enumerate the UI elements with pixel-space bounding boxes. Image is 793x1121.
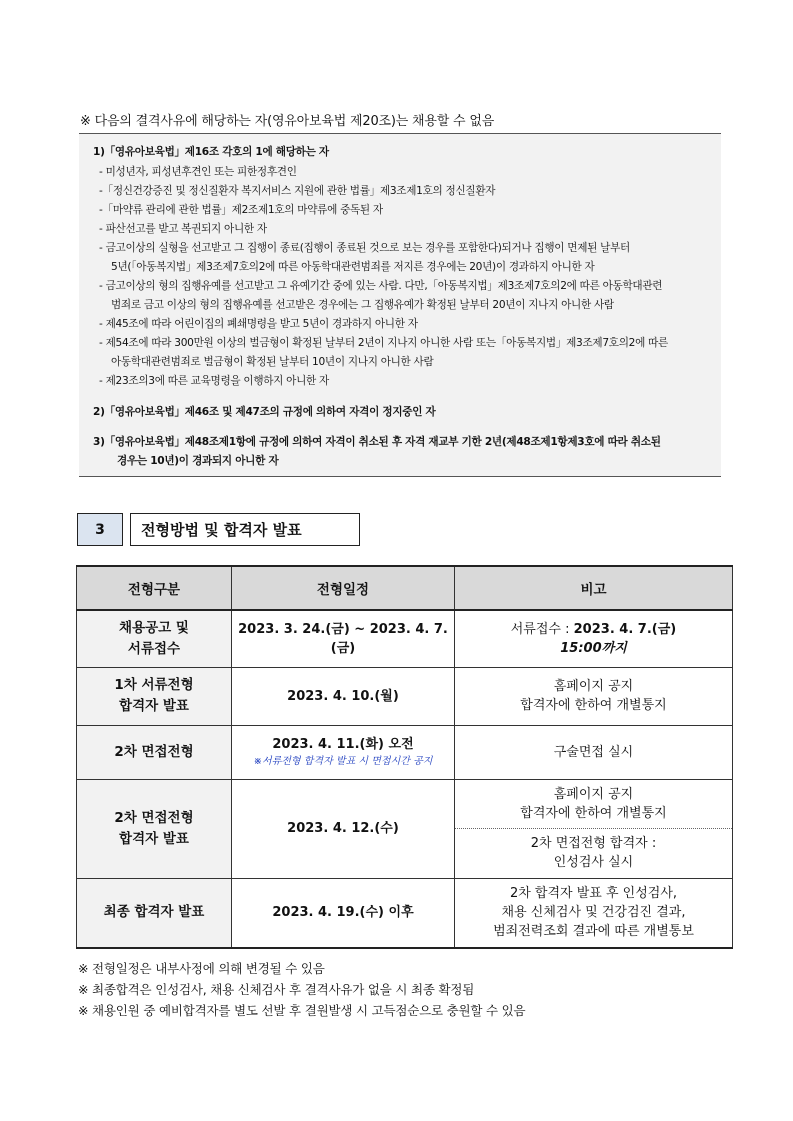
table-row bbox=[77, 779, 733, 828]
item2-text: 2)「영유아보육법」제46조 및 제47조의 규정에 의하여 자격이 정지중인 자 bbox=[93, 406, 436, 418]
table-header-row bbox=[77, 566, 733, 610]
item1-line: - 미성년자, 피성년후견인 또는 피한정후견인 bbox=[99, 166, 297, 178]
row4-remarks-line2: 합격자에 한하여 개별통지 bbox=[520, 805, 667, 821]
row3-category: 2차 면접전형 bbox=[77, 725, 232, 779]
item1-line: - 금고이상의 형의 집행유예를 선고받고 그 유예기간 중에 있는 사람. 다만,「아동복지법」제3조제7호의2에 따른 아동학대관련 bbox=[99, 280, 663, 292]
row1-remarks-prefix: 서류접수 : bbox=[510, 621, 574, 637]
item1-line: 5년(「아동복지법」제3조제7호의2에 따른 아동학대관련범죄를 저지른 경우에는 20년)이 경과하지 아니한 자 bbox=[111, 261, 595, 273]
item1-line: - 금고이상의 실형을 선고받고 그 집행이 종료(집행이 종료된 것으로 보는 경우를 포함한다)되거나 집행이 면제된 날부터 bbox=[99, 242, 630, 254]
row2-remarks-line1: 홈페이지 공지 bbox=[553, 679, 634, 694]
disqualification-box bbox=[79, 133, 721, 477]
item1-line: 범죄로 금고 이상의 형의 집행유예를 선고받은 경우에는 그 집행유예가 확정된 날부터 20년이 지나지 아니한 사람 bbox=[111, 299, 614, 311]
item3-line1: 3)「영유아보육법」제48조제1항에 규정에 의하여 자격이 취소된 후 자격 재교부 기한 2년(제48조제1항제3호에 따라 취소된 bbox=[93, 436, 661, 448]
row4-remarks-line4: 인성검사 실시 bbox=[553, 855, 634, 870]
row2-category-line1: 1차 서류전형 bbox=[114, 677, 194, 693]
row4-remarks-line1: 홈페이지 공지 bbox=[553, 786, 634, 802]
row2-date: 2023. 4. 10.(월) bbox=[232, 667, 455, 725]
row1-remarks bbox=[455, 610, 733, 667]
schedule-table bbox=[76, 565, 733, 949]
item3-line2: 경우는 10년)이 경과되지 아니한 자 bbox=[117, 455, 279, 467]
row4-remarks-bottom bbox=[455, 828, 733, 878]
row1-date: 2023. 3. 24.(금) ~ 2023. 4. 7.(금) bbox=[232, 610, 455, 667]
section-number: 3 bbox=[77, 513, 123, 546]
row2-category-line2: 합격자 발표 bbox=[119, 698, 189, 714]
table-row bbox=[77, 878, 733, 948]
row4-category-line2: 합격자 발표 bbox=[119, 830, 189, 847]
footnote: ※ 최종합격은 인성검사, 채용 신체검사 후 결격사유가 없을 시 최종 확정됨 bbox=[78, 982, 475, 997]
table-row bbox=[77, 667, 733, 725]
item1-line: - 제23조의3에 따른 교육명령을 이행하지 아니한 자 bbox=[99, 375, 329, 387]
table-row bbox=[77, 725, 733, 779]
row5-remarks bbox=[455, 878, 733, 948]
item1-line: -「마약류 관리에 관한 법률」제2조제1호의 마약류에 중독된 자 bbox=[99, 204, 383, 216]
row3-remarks: 구술면접 실시 bbox=[455, 725, 733, 779]
row3-date-text: 2023. 4. 11.(화) 오전 bbox=[272, 737, 414, 752]
row4-remarks-line3: 2차 면접전형 합격자 : bbox=[530, 836, 657, 851]
row4-category-line1: 2차 면접전형 bbox=[114, 809, 194, 826]
row2-remarks-line2: 합격자에 한하여 개별통지 bbox=[520, 698, 667, 713]
header-remarks: 비고 bbox=[455, 566, 733, 610]
footnote: ※ 전형일정은 내부사정에 의해 변경될 수 있음 bbox=[78, 961, 325, 976]
item1-line: - 제45조에 따라 어린이집의 폐쇄명령을 받고 5년이 경과하지 아니한 자 bbox=[99, 318, 418, 330]
table-row bbox=[77, 610, 733, 667]
row2-category bbox=[77, 667, 232, 725]
row5-date: 2023. 4. 19.(수) 이후 bbox=[232, 878, 455, 948]
item1-line: - 제54조에 따라 300만원 이상의 벌금형이 확정된 날부터 2년이 지나지 아니한 사람 또는「아동복지법」제3조제7호의2에 따른 bbox=[99, 337, 668, 349]
row1-remarks-time: 15:00까지 bbox=[560, 640, 627, 656]
row4-date: 2023. 4. 12.(수) bbox=[232, 779, 455, 878]
header-schedule: 전형일정 bbox=[232, 566, 455, 610]
item1-line: 아동학대관련범죄로 벌금형이 확정된 날부터 10년이 지나지 아니한 사람 bbox=[111, 356, 434, 368]
row5-remarks-line1: 2차 합격자 발표 후 인성검사, bbox=[509, 886, 678, 902]
row4-remarks-top bbox=[455, 779, 733, 828]
row3-date-note: ※서류전형 합격자 발표 시 면접시간 공지 bbox=[253, 756, 433, 767]
row1-category-line2: 서류접수 bbox=[127, 640, 181, 657]
row5-category: 최종 합격자 발표 bbox=[77, 878, 232, 948]
row2-remarks bbox=[455, 667, 733, 725]
item1-line: -「정신건강증진 및 정신질환자 복지서비스 지원에 관한 법률」제3조제1호의 정신질환자 bbox=[99, 185, 496, 197]
row3-date bbox=[232, 725, 455, 779]
row5-remarks-line2: 채용 신체검사 및 건강검진 결과, bbox=[501, 905, 686, 921]
row1-category bbox=[77, 610, 232, 667]
item1-line: - 파산선고를 받고 복권되지 아니한 자 bbox=[99, 223, 267, 235]
row5-remarks-line3: 범죄전력조회 결과에 따른 개별통보 bbox=[493, 924, 694, 940]
header-category: 전형구분 bbox=[77, 566, 232, 610]
footnote: ※ 채용인원 중 예비합격자를 별도 선발 후 결원발생 시 고득점순으로 충원할 수 있음 bbox=[78, 1003, 526, 1018]
row4-category bbox=[77, 779, 232, 878]
section-title: 전형방법 및 합격자 발표 bbox=[130, 513, 360, 546]
row1-remarks-date: 2023. 4. 7.(금) bbox=[573, 621, 677, 637]
disqualification-intro: ※ 다음의 결격사유에 해당하는 자(영유아보육법 제20조)는 채용할 수 없음 bbox=[80, 114, 495, 129]
item1-title: 1)「영유아보육법」제16조 각호의 1에 해당하는 자 bbox=[93, 146, 329, 158]
row1-category-line1: 채용공고 및 bbox=[119, 619, 189, 636]
